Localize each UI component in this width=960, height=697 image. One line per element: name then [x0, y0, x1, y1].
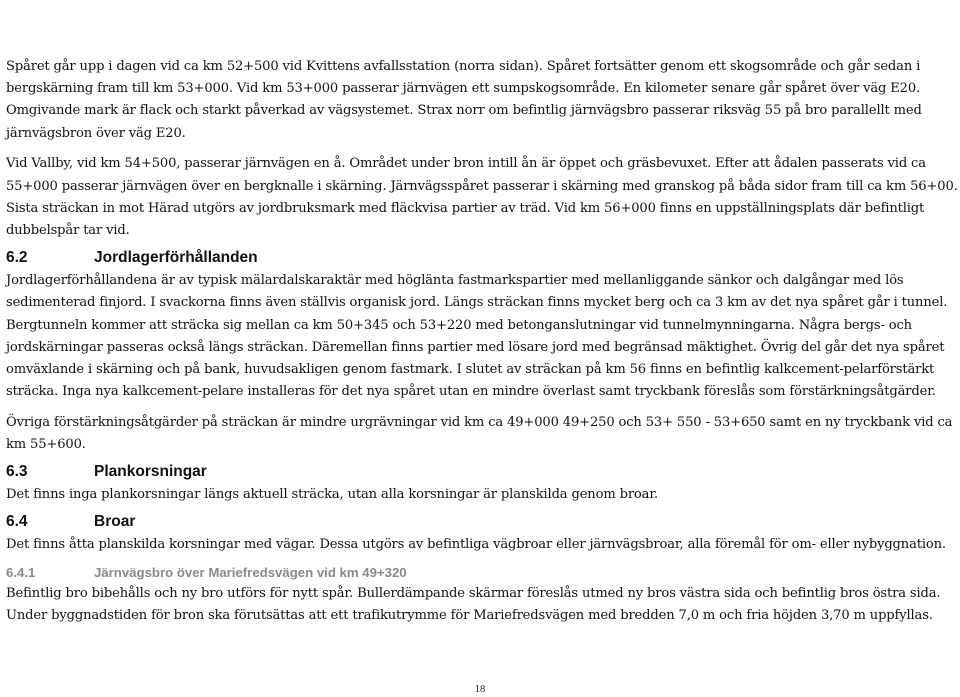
section-number: 6.2: [6, 249, 28, 267]
section-6-3-paragraph-1: Det finns inga plankorsningar längs aktuell sträcka, utan alla korsningar är planskilda genom broar.: [6, 487, 659, 503]
section-6-2-paragraph-2: Övriga förstärkningsåtgärder på sträckan är mindre urgrävningar vid km ca 49+000 49+250 och 53+ 550 - 53+650 samt en ny tryckbank vid ca km 55+600.: [6, 414, 953, 453]
intro-paragraph-1: Spåret går upp i dagen vid ca km 52+500 vid Kvittens avfallsstation (norra sidan). Spåret fortsätter genom ett skogsområde och går sedan i bergskärning fram till km 53+000. Vid km 53+000 passerar järnvägen ett sumpskogsområde. En kilometer senare går spåret över väg E20. Omgivande mark är flack och starkt påverkad av vägsystemet. Strax norr om befintlig järnvägsbro passerar riksväg 55 på bro parallellt med järnvägsbron över väg E20.: [6, 59, 922, 141]
section-title: Plankorsningar: [94, 463, 207, 481]
section-title: Järnvägsbro över Mariefredsvägen vid km 49+320: [94, 564, 407, 580]
section-6-4-paragraph-1: Det finns åtta planskilda korsningar med vägar. Dessa utgörs av befintliga vägbroar eller järnvägsbroar, alla föremål för om- eller nybyggnation.: [6, 537, 946, 553]
section-number: 6.4: [6, 513, 28, 531]
section-number: 6.3: [6, 463, 28, 481]
section-number: 6.4.1: [6, 564, 36, 580]
section-6-4-heading: [6, 512, 958, 532]
section-title: Broar: [94, 513, 136, 531]
intro-paragraph-2: Vid Vallby, vid km 54+500, passerar järnvägen en å. Området under bron intill ån är öppet och gräsbevuxet. Efter att ådalen passerats vid ca 55+000 passerar järnvägen över en bergknalle i skärning. Järnvägsspåret passerar i skärning med granskog på båda sidor fram till ca km 56+00. Sista sträckan in mot Härad utgörs av jordbruksmark med fläckvisa partier av träd. Vid km 56+000 finns en uppställningsplats där befintligt dubbelspår tar vid.: [6, 156, 958, 238]
section-6-2-paragraph-1: Jordlagerförhållandena är av typisk mälardalskaraktär med höglänta fastmarkspartier med mellanliggande sänkor och dalgångar med lös sedimenterad finjord. I svackorna finns även ställvis organisk jord. Längs sträckan finns mycket berg och ca 3 km av det nya spåret går i tunnel. Bergtunneln kommer att sträcka sig mellan ca km 50+345 och 53+220 med betonganslutningar vid tunnelmynningarna. Några bergs- och jordskärningar passeras också längs sträckan. Däremellan finns partier med lösare jord med begränsad mäktighet. Övrig del går det nya spåret omväxlande i skärning och på bank, huvudsakligen genom fastmark. I slutet av sträckan på km 56 finns en befintlig kalkcement-pelarförstärkt sträcka. Inga nya kalkcement-pelare installeras för det nya spåret utan en mindre överlast samt tryckbank föreslås som förstärkningsåtgärder.: [6, 273, 948, 400]
section-6-3-heading: [6, 462, 958, 482]
section-6-2-heading: [6, 248, 958, 268]
document-page: [6, 56, 958, 636]
section-title: Jordlagerförhållanden: [94, 249, 258, 267]
page-number: 18: [474, 684, 486, 695]
section-6-4-1-heading: [6, 564, 958, 582]
section-6-4-1-paragraph-1: Befintlig bro bibehålls och ny bro utförs för nytt spår. Bullerdämpande skärmar föreslås utmed ny bros västra sida och befintlig bros östra sida. Under byggnadstiden för bron ska förutsättas att ett trafikutrymme för Mariefredsvägen med bredden 7,0 m och fria höjden 3,70 m uppfyllas.: [6, 585, 941, 623]
